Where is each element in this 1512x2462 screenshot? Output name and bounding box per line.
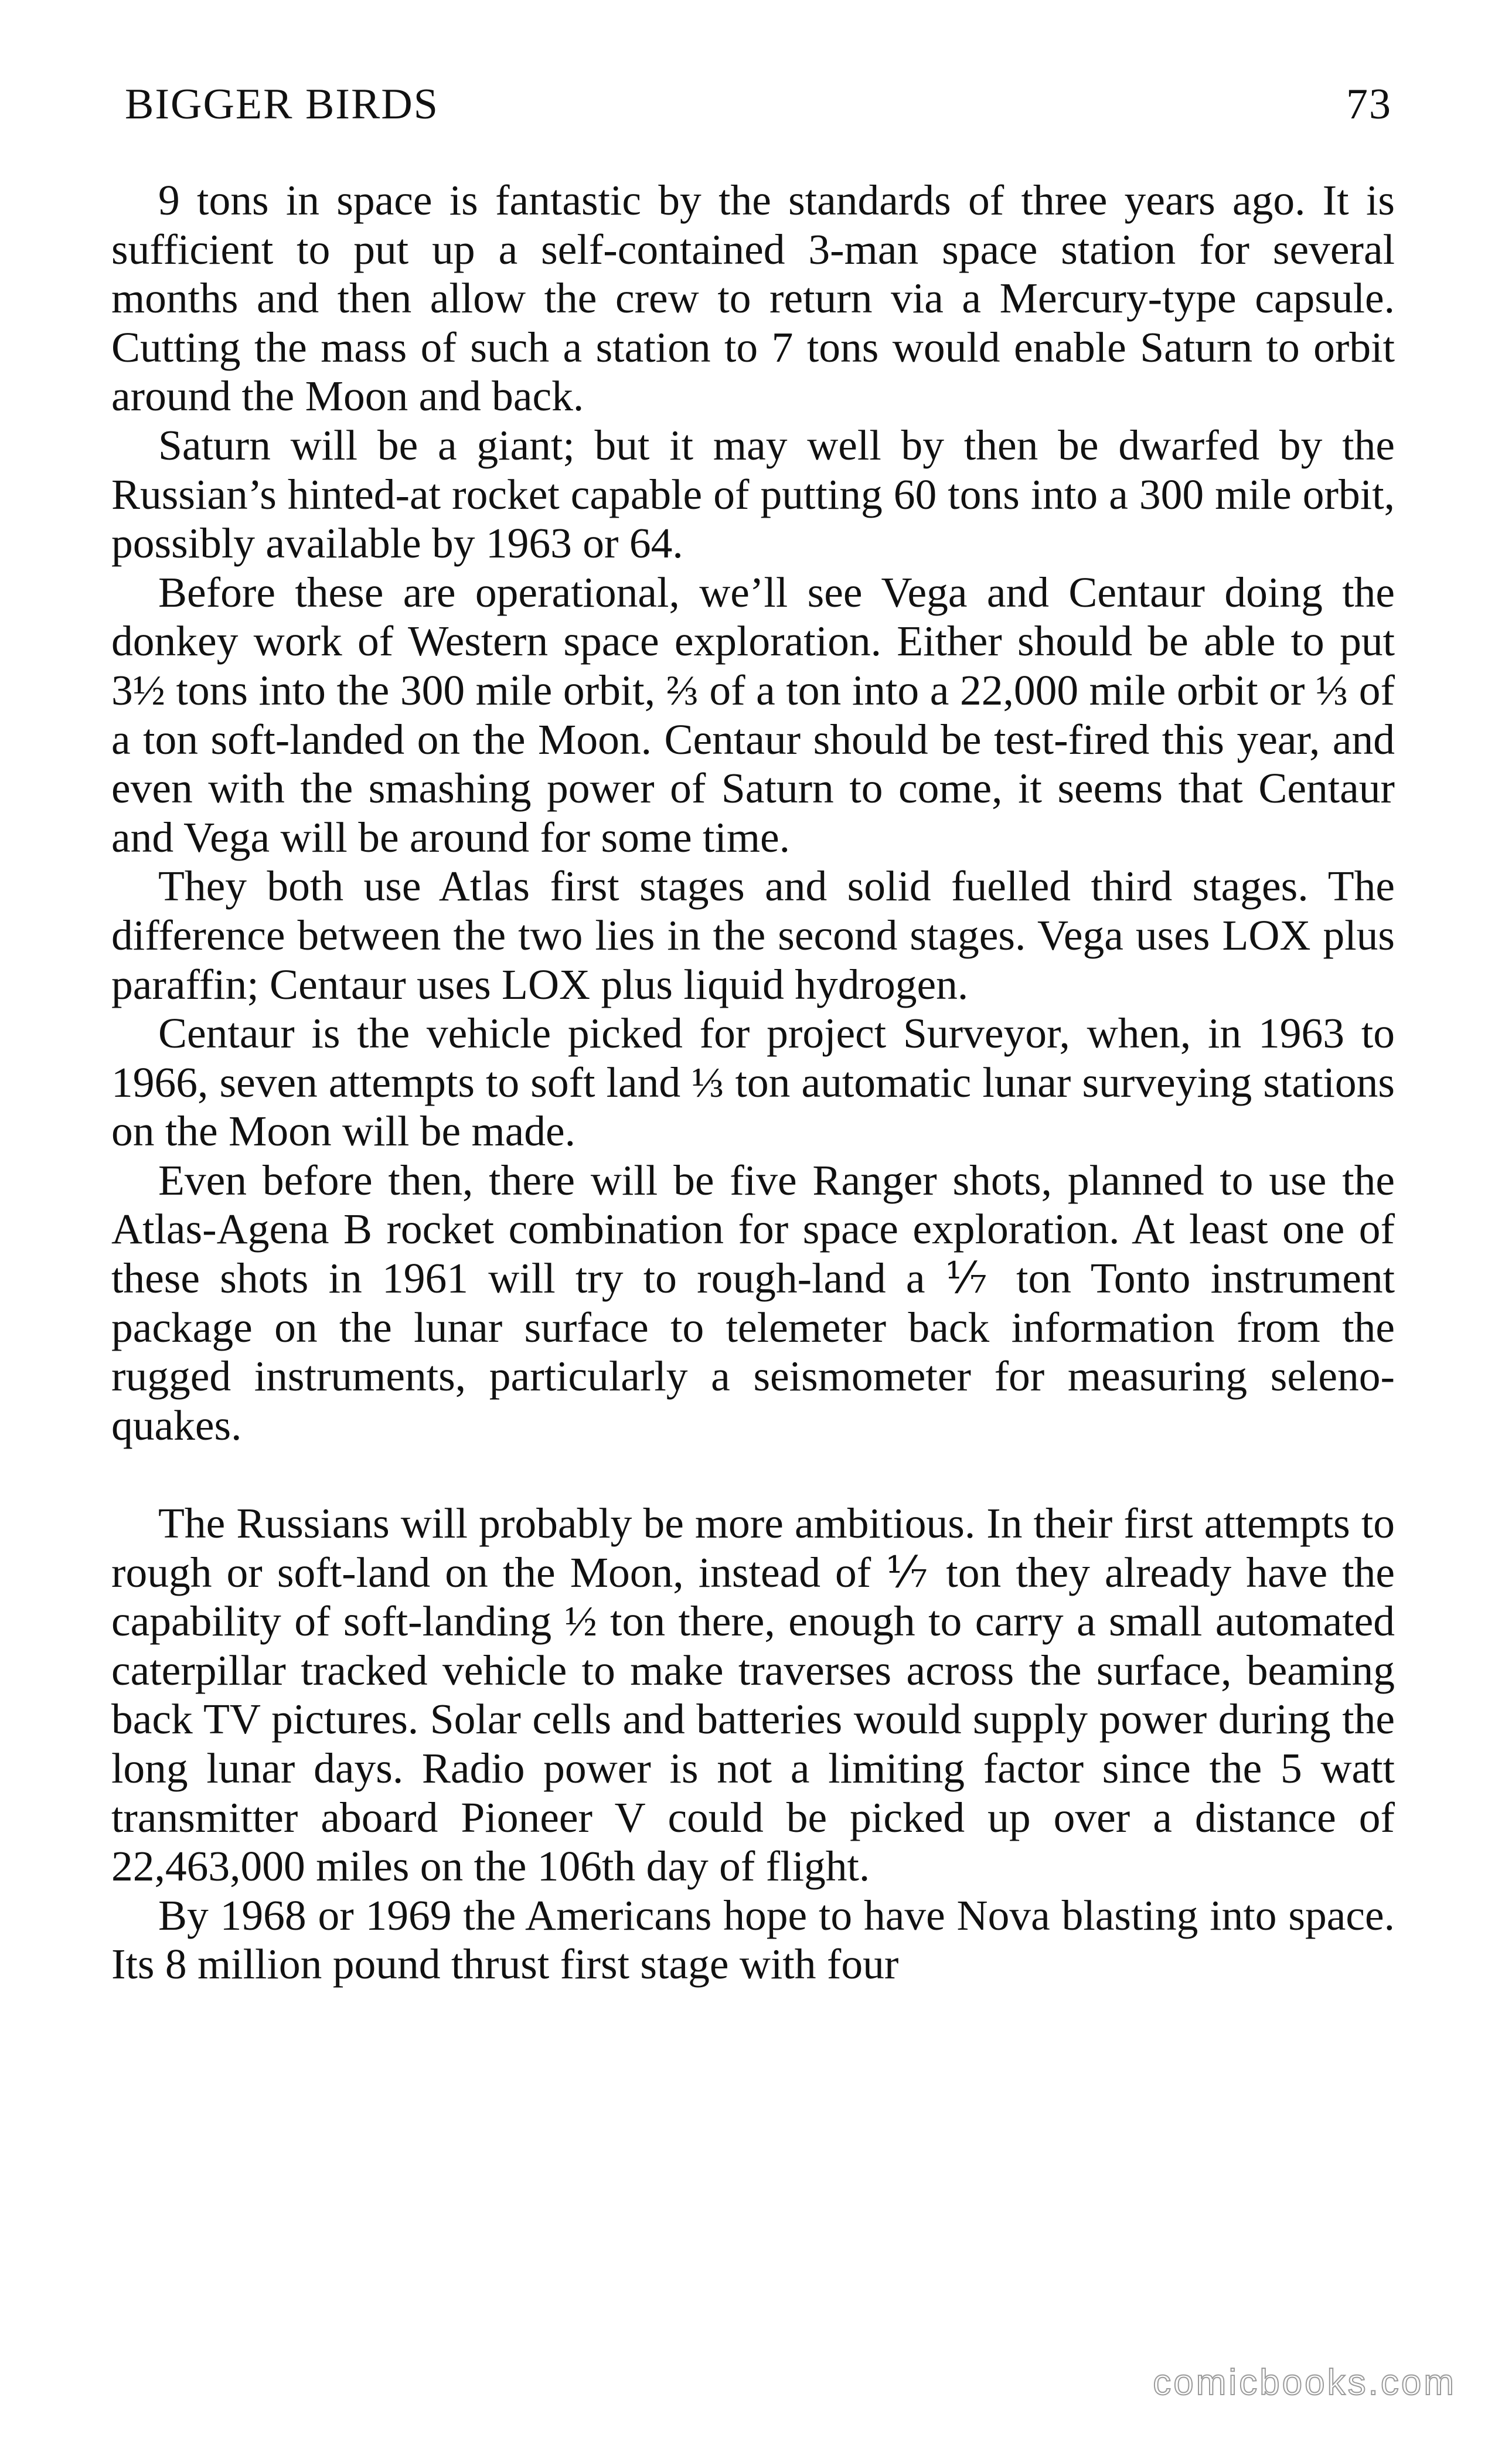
watermark: comicbooks.com: [1153, 2362, 1456, 2403]
paragraph: Before these are operational, we’ll see Vega and Centaur doing the donkey work of Western space exploration. Either should be able to put 3½ tons into the 300 mile orbit, ⅔ of a ton into a 22,000 mile orbit or ⅓ of a ton soft-landed on the Moon. Centaur should be test-fired this year, and even with the smashing power of Saturn to come, it seems that Centaur and Vega will be around for some time.: [111, 568, 1395, 861]
paragraph: Saturn will be a giant; but it may well by then be dwarfed by the Russian’s hinted-at rocket capable of putting 60 tons into a 300 mile orbit, possibly available by 1963 or 64.: [111, 421, 1395, 567]
paragraph: Centaur is the vehicle picked for project Surveyor, when, in 1963 to 1966, seven attempts to soft land ⅓ ton automatic lunar surveying stations on the Moon will be made.: [111, 1009, 1395, 1155]
paragraph: Even before then, there will be five Ranger shots, planned to use the Atlas-Agena B rocket combination for space exploration. At least one of these shots in 1961 will try to rough-land a ⅐ ton Tonto instrument package on the lunar surface to telemeter back information from the rugged instruments, particularly a seismometer for measuring seleno-quakes.: [111, 1156, 1395, 1449]
paragraph: The Russians will probably be more ambitious. In their first attempts to rough or soft-land on the Moon, instead of ⅐ ton they already have the capability of soft-landing ½ ton there, enough to carry a small automated caterpillar tracked vehicle to make traverses across the surface, beaming back TV pictures. Solar cells and batteries would supply power during the long lunar days. Radio power is not a limiting factor since the 5 watt transmitter aboard Pioneer V could be picked up over a distance of 22,463,000 miles on the 106th day of flight.: [111, 1499, 1395, 1890]
paragraph: By 1968 or 1969 the Americans hope to have Nova blasting into space. Its 8 million pound thrust first stage with four: [111, 1891, 1395, 1988]
page-number: 73: [1346, 80, 1392, 128]
paragraph: 9 tons in space is fantastic by the standards of three years ago. It is sufficient to put up a self-contained 3-man space station for several months and then allow the crew to return via a Mercury-type capsule. Cutting the mass of such a station to 7 tons would enable Saturn to orbit around the Moon and back.: [111, 176, 1395, 420]
paragraph: They both use Atlas first stages and solid fuelled third stages. The difference between the two lies in the second stages. Vega uses LOX plus paraffin; Centaur uses LOX plus liquid hydrogen.: [111, 862, 1395, 1008]
body-text: [111, 176, 1395, 1989]
page-header: [125, 75, 1392, 134]
running-title: BIGGER BIRDS: [125, 80, 439, 128]
